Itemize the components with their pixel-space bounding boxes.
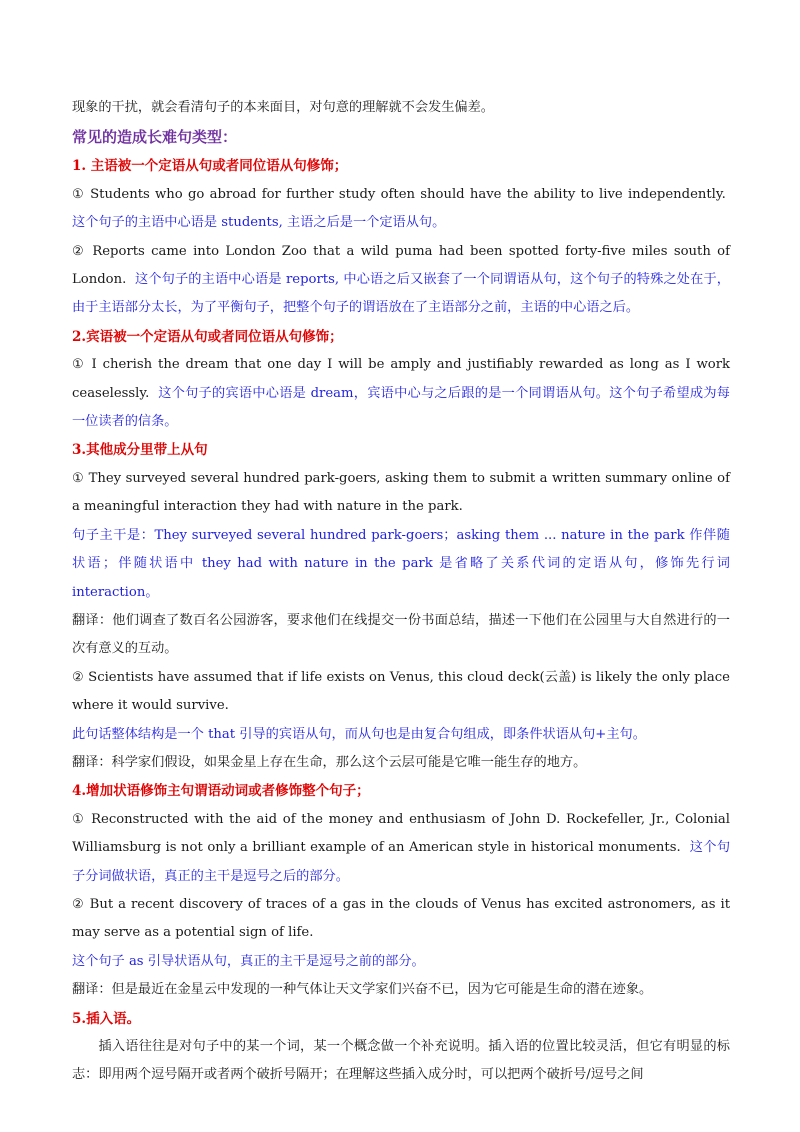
example-2-note: 这个句子的主语中心语是 reports, 中心语之后又嵌套了一个同谓语从句，这个句子的特殊之处在于，由于主语部分太长，为了平衡句子，把整个句子的谓语放在了主语部分之前，主语的中心语之后。: [72, 272, 730, 316]
example-3-note: 这个句子的宾语中心语是 dream，宾语中心与之后跟的是一个同谓语从句。这个句子希望成为每一位读者的信条。: [72, 385, 730, 430]
example-3-english: ① I cherish the dream that one day I will be amply and justifiably rewarded as long as I work ceaselessly.: [72, 357, 730, 401]
example-1-english: ① Students who go abroad for further study often should have the ability to live independently.: [72, 186, 726, 202]
heading-3: 3.其他成分里带上从句: [72, 442, 208, 459]
example-6-note: 这个句子分词做状语，真正的主干是逗号之后的部分。: [72, 840, 731, 884]
example-4-translation: 翻译：他们调查了数百名公园游客，要求他们在线提交一份书面总结，描述一下他们在公园里与大自然进行的一次有意义的互动。: [72, 612, 730, 657]
example-6-english: ① Reconstructed with the aid of the money and enthusiasm of John D. Rockefeller, Jr., Colonial Williamsburg is not only a brilliant example of an American style in historical monuments.: [72, 811, 730, 856]
example-6: [72, 806, 730, 891]
example-2: [72, 238, 730, 323]
example-1: [72, 181, 730, 238]
heading-4: 4.增加状语修饰主句谓语动词或者修饰整个句子；: [72, 783, 370, 800]
example-4-english: ① They surveyed several hundred park-goers, asking them to submit a written summary online of a meaningful interaction they had with nature in the park.: [72, 470, 730, 515]
heading-2: 2.宾语被一个定语从句或者同位语从句修饰；: [72, 328, 343, 345]
section-title: 常见的造成长难句类型：: [72, 128, 238, 147]
example-1-note: 这个句子的主语中心语是 students, 主语之后是一个定语从句。: [72, 215, 446, 231]
example-5-english: ② Scientists have assumed that if life exists on Venus, this cloud deck(云盖) is likely the only place where it would survive.: [72, 669, 730, 714]
example-2-english: ② Reports came into London Zoo that a wild puma had been spotted forty-five miles south of London.: [72, 243, 730, 288]
intro-paragraph: 现象的干扰，就会看清句子的本来面目，对句意的理解就不会发生偏差。: [72, 100, 494, 115]
example-7-note: 这个句子 as 引导状语从句，真正的主干是逗号之前的部分。: [72, 953, 425, 969]
parenthesis-paragraph: 插入语往往是对句子中的某一个词，某一个概念做一个补充说明。插入语的位置比较灵活，但它有明显的标志：即用两个逗号隔开或者两个破折号隔开；在理解这些插入成分时，可以把两个破折号/逗号之间: [72, 1039, 730, 1083]
heading-1: 1. 主语被一个定语从句或者同位语从句修饰；: [72, 158, 348, 175]
example-3: [72, 351, 730, 436]
document-body: [72, 94, 730, 1090]
example-5-translation: 翻译：科学家们假设，如果金星上存在生命，那么这个云层可能是它唯一能生存的地方。: [72, 754, 587, 770]
example-5-note: 此句话整体结构是一个 that 引导的宾语从句，而从句也是由复合句组成，即条件状语从句+主句。: [72, 726, 646, 742]
example-4-note: 句子主干是：They surveyed several hundred park-goers；asking them ... nature in the park 作伴随状语；伴随状语中 they had with nature in the park 是省略了关系代词的定语从句，修饰先行词 interaction。: [72, 527, 730, 600]
heading-5: 5.插入语。: [72, 1010, 141, 1027]
example-7-translation: 翻译：但是最近在金星云中发现的一种气体让天文学家们兴奋不已，因为它可能是生命的潜在迹象。: [72, 982, 653, 998]
example-7-english: ② But a recent discovery of traces of a gas in the clouds of Venus has excited astronomers, as it may serve as a potential sign of life.: [72, 896, 730, 941]
